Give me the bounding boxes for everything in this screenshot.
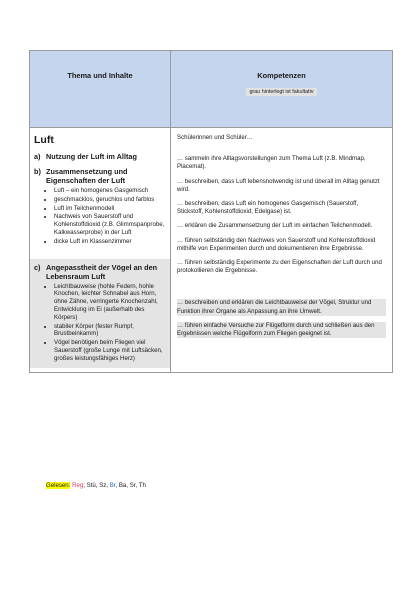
list-item: • Luft im Teilchenmodell bbox=[54, 205, 166, 213]
section-a-label: a) bbox=[34, 152, 41, 161]
read-by-names-1: ; Stü, Sz, bbox=[83, 482, 110, 489]
competence-item: … führen selbständig Experimente zu den Eigenschaften der Luft durch und protokollieren die Ergebnisse. bbox=[177, 259, 382, 275]
header-left-cell bbox=[30, 51, 171, 128]
competence-item: … führen selbständig den Nachweis von Sauerstoff und Kohlenstoffdioxid mithilfe von Experimenten durch und dokumentieren ihre Ergebnisse. bbox=[177, 236, 376, 252]
section-b-list bbox=[34, 187, 166, 246]
section-b-label: b) bbox=[34, 167, 41, 176]
read-by-names-2: , Ba, Sr, Th bbox=[115, 482, 146, 489]
list-item: • dicke Luft im Klassenzimmer bbox=[54, 238, 166, 246]
competence-item: … sammeln ihre Alltagsvorstellungen zum Thema Luft (z.B. Mindmap, Placemat). bbox=[177, 155, 366, 171]
list-item: • geschmacklos, geruchlos und farblos bbox=[54, 196, 166, 204]
curriculum-table bbox=[29, 50, 393, 373]
section-b-heading bbox=[34, 167, 166, 185]
section-c-list bbox=[34, 283, 166, 363]
list-item: • Vögel benötigen beim Fliegen viel Sauerstoff (große Lunge mit Luftsäcken, großes leistungsfähiges Herz) bbox=[54, 339, 166, 362]
competence-item: … beschreiben, dass Luft lebensnotwendig ist und überall im Alltag genutzt wird. bbox=[177, 177, 380, 193]
topic-title: Luft bbox=[34, 134, 54, 146]
header-note: grau hinterlegt ist fakultativ bbox=[246, 88, 316, 96]
list-item: • stabiler Körper (fester Rumpf, Brustbeinkamm) bbox=[54, 323, 166, 339]
read-by-label: Gelesen: bbox=[46, 482, 71, 489]
section-c-block bbox=[30, 259, 170, 368]
competence-item-optional: … führen einfache Versuche zur Flügelform durch und schließen aus den Ergebnissen welche Flügelform zum Fliegen geeignet ist. bbox=[177, 322, 386, 338]
list-item: • Luft – ein homogenes Gasgemisch bbox=[54, 187, 166, 195]
section-a-title: Nutzung der Luft im Alltag bbox=[46, 152, 137, 161]
section-a-heading bbox=[34, 152, 166, 161]
competence-intro: Schülerinnen und Schüler… bbox=[177, 134, 253, 141]
list-item: • Leichtbauweise (hohle Federn, hohle Knochen, leichter Schnabel aus Horn, ohne Zähne, verringerte Knochenzahl, Entwicklung im Ei (außerhalb des Körpers) bbox=[54, 283, 166, 322]
header-right-cell bbox=[171, 51, 393, 128]
section-c-title: Angepasstheit der Vögel an den Lebensraum Luft bbox=[46, 262, 158, 281]
list-item: • Nachweis von Sauerstoff und Kohlenstoffdioxid (z.B. Glimmspanprobe, Kalkwasserprobe) in der Luft bbox=[54, 213, 166, 236]
header-right-label: Kompetenzen bbox=[257, 71, 306, 80]
section-c-heading bbox=[34, 263, 166, 281]
section-b-title: Zusammensetzung und Eigenschaften der Luft bbox=[46, 167, 128, 185]
competence-item: … erklären die Zusammensetzung der Luft im einfachen Teilchenmodell. bbox=[177, 222, 373, 230]
competence-item-optional: … beschreiben und erklären die Leichtbauweise der Vögel, Struktur und Funktion ihrer Organe als Anpassung an ihre Umwelt. bbox=[177, 299, 386, 315]
section-c-label: c) bbox=[34, 262, 41, 272]
content-right-cell bbox=[171, 128, 393, 373]
competence-item: … beschreiben, dass Luft ein homogenes Gasgemisch (Sauerstoff, Stickstoff, Kohlenstoffdioxid, Edelgase) ist. bbox=[177, 200, 359, 216]
read-by-reg: Reg bbox=[72, 482, 84, 489]
read-by-footer bbox=[46, 482, 146, 489]
read-by-br: Br bbox=[109, 482, 116, 489]
header-left-label: Thema und Inhalte bbox=[67, 71, 133, 80]
content-left-cell bbox=[30, 128, 171, 373]
